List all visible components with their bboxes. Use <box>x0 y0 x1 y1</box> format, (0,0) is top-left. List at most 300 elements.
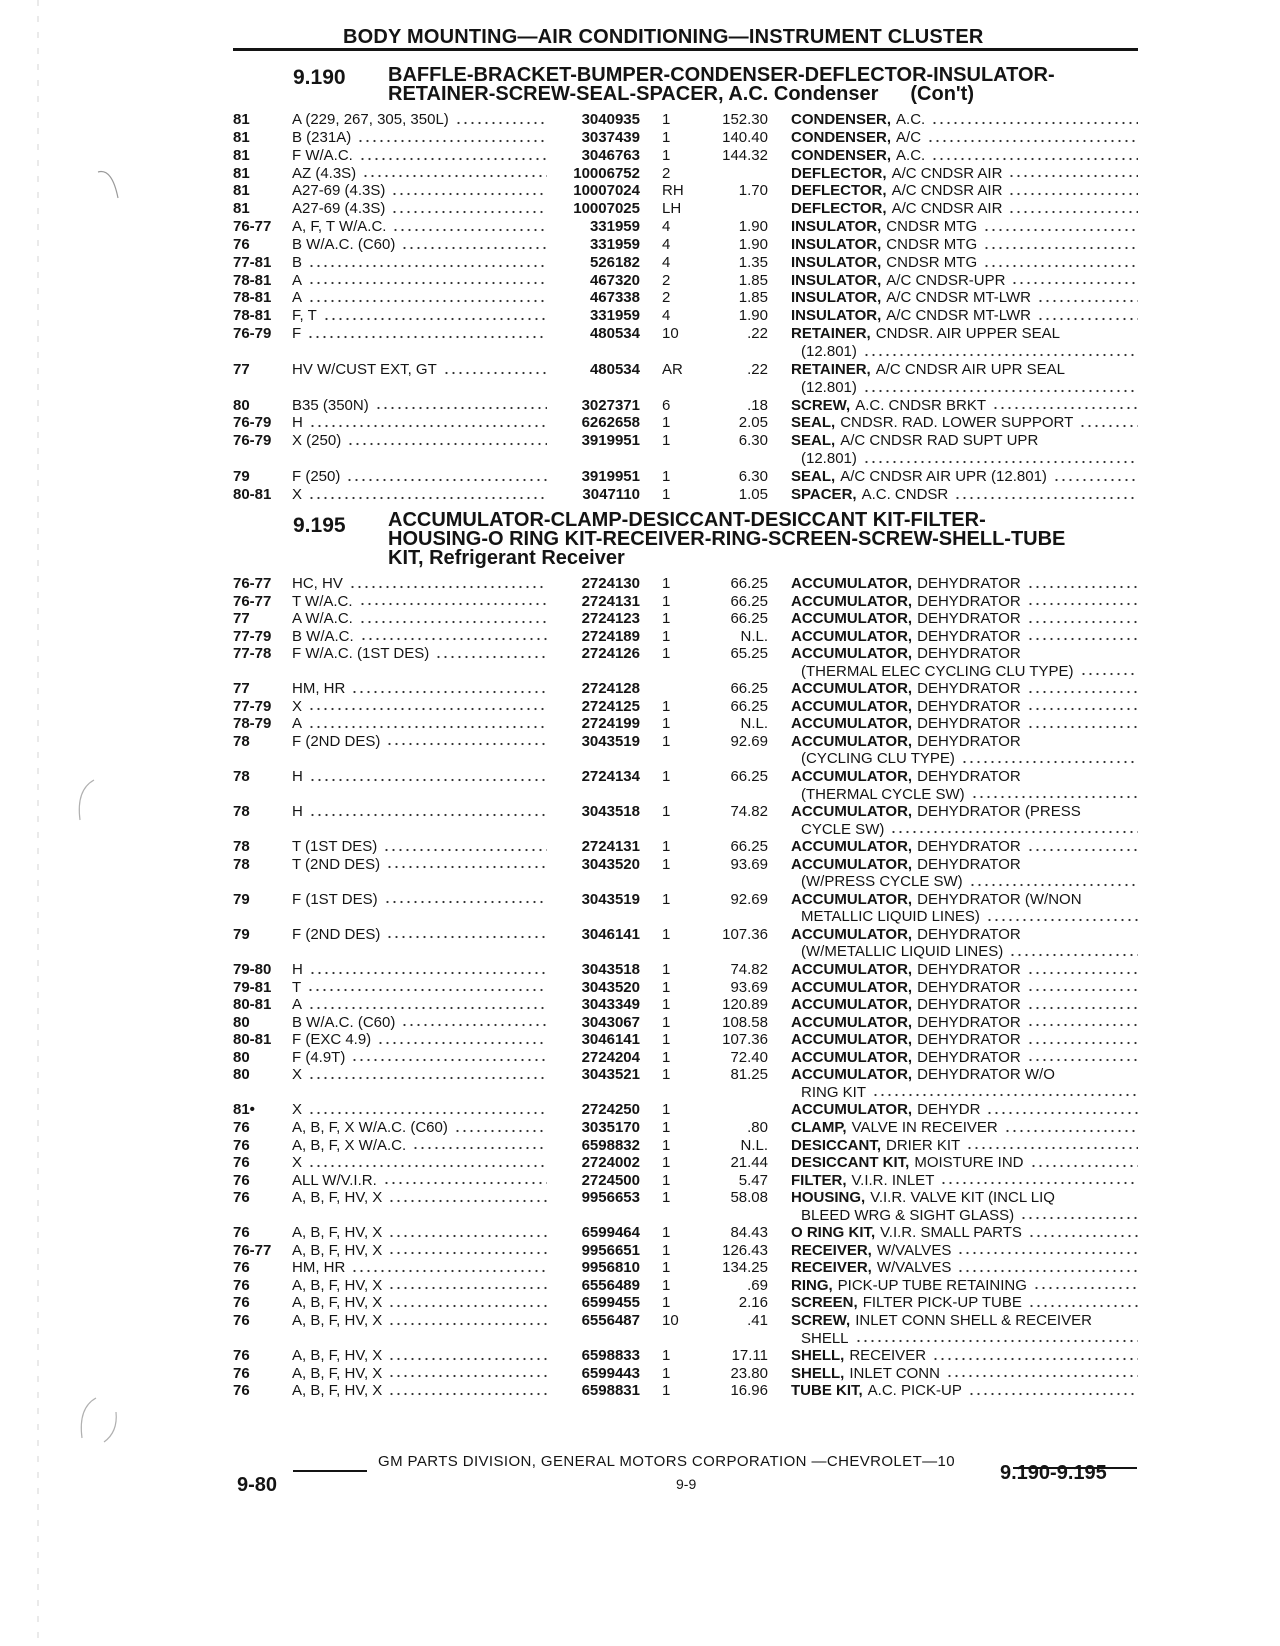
year-cell: 76 <box>233 1118 250 1136</box>
leader-dots <box>386 742 547 746</box>
row-line <box>0 289 1280 307</box>
part-number-cell: 6599464 <box>581 1224 640 1242</box>
description-cell <box>791 325 1138 343</box>
description-cell <box>791 1172 1138 1190</box>
description-name: ACCUMULATOR, <box>791 890 913 908</box>
description-name: INSULATOR, <box>791 307 882 325</box>
part-number-cell: 6598832 <box>581 1136 640 1154</box>
leader-dots <box>391 210 547 214</box>
description-detail: A/C CNDSR AIR UPR SEAL <box>875 360 1065 378</box>
model-cell <box>292 1224 547 1242</box>
leader-dots <box>384 900 547 904</box>
model-text: HC, HV <box>292 575 343 592</box>
year-cell: 80-81 <box>233 996 272 1014</box>
footer-date-code: 9-80 <box>237 1474 278 1496</box>
table-row <box>0 698 1280 716</box>
leader-dots <box>961 760 1138 764</box>
leader-dots <box>1028 1304 1138 1308</box>
row-line <box>0 1347 1280 1365</box>
price-cell: 66.25 <box>730 575 768 592</box>
row-continuation-line <box>0 873 1280 891</box>
description-continuation <box>801 1330 1138 1348</box>
quantity-cell: 4 <box>662 235 671 253</box>
description-name: ACCUMULATOR, <box>791 627 913 645</box>
model-cell <box>292 1347 547 1365</box>
model-cell <box>292 1014 547 1032</box>
quantity-cell: 1 <box>662 128 671 146</box>
quantity-cell: 1 <box>662 838 671 856</box>
model-cell <box>292 1172 547 1190</box>
year-cell: 80 <box>233 1013 250 1031</box>
description-name: HOUSING, <box>791 1189 866 1207</box>
quantity-cell: 1 <box>662 1189 671 1207</box>
leader-dots <box>1027 637 1138 641</box>
table-row <box>0 272 1280 290</box>
model-cell <box>292 289 547 307</box>
model-text: B W/A.C. <box>292 627 354 645</box>
part-number-cell: 2724002 <box>581 1154 640 1172</box>
description-detail: DRIER KIT <box>886 1136 961 1154</box>
description-detail: V.I.R. INLET <box>851 1171 935 1189</box>
year-cell: 78 <box>233 855 250 873</box>
model-text: A, B, F, X W/A.C. <box>292 1136 407 1154</box>
model-text: A, B, F, HV, X <box>292 1294 383 1312</box>
row-line <box>0 1049 1280 1067</box>
description-name: ACCUMULATOR, <box>791 855 913 873</box>
part-number-cell: 331959 <box>589 235 640 253</box>
year-cell: 80-81 <box>233 485 272 503</box>
row-line <box>0 856 1280 874</box>
leader-dots <box>351 1058 547 1062</box>
leader-dots <box>931 121 1138 125</box>
year-cell: 78 <box>233 732 250 750</box>
model-cell <box>292 129 547 147</box>
model-text: H <box>292 961 303 979</box>
year-cell: 76 <box>233 1224 250 1242</box>
description-name: ACCUMULATOR, <box>791 803 913 821</box>
row-line <box>0 768 1280 786</box>
description-continuation-text: METALLIC LIQUID LINES) <box>801 908 980 926</box>
year-cell: 77 <box>233 360 250 378</box>
description-cell <box>791 1137 1138 1155</box>
model-text: F (4.9T) <box>292 1048 346 1066</box>
description-detail: CNDSR. AIR UPPER SEAL <box>875 325 1060 343</box>
model-cell <box>292 575 547 593</box>
description-cell <box>791 628 1138 646</box>
description-detail: MOISTURE IND <box>914 1154 1024 1172</box>
part-number-cell: 3043521 <box>581 1066 640 1084</box>
description-detail: DEHYDRATOR <box>917 925 1021 943</box>
part-number-cell: 3043520 <box>581 978 640 996</box>
description-cell <box>791 645 1138 663</box>
description-name: ACCUMULATOR, <box>791 768 913 786</box>
description-name: ACCUMULATOR, <box>791 978 913 996</box>
description-name: CONDENSER, <box>791 111 892 128</box>
year-cell: 76-79 <box>233 325 272 343</box>
description-cell <box>791 414 1138 432</box>
quantity-cell: 10 <box>662 325 679 343</box>
part-number-cell: 3043519 <box>581 890 640 908</box>
leader-dots <box>375 406 547 410</box>
row-line <box>0 733 1280 751</box>
quantity-cell: 2 <box>662 164 671 182</box>
part-number-cell: 2724130 <box>581 575 640 592</box>
table-row <box>0 325 1280 361</box>
model-cell <box>292 698 547 716</box>
part-number-cell: 2724125 <box>581 697 640 715</box>
leader-dots <box>1028 1234 1138 1238</box>
price-cell: 66.25 <box>730 680 768 698</box>
leader-dots <box>308 264 547 268</box>
description-name: INSULATOR, <box>791 271 882 289</box>
table-row <box>0 733 1280 768</box>
description-continuation <box>801 379 1138 397</box>
section-title-line: ACCUMULATOR-CLAMP-DESICCANT-DESICCANT KIT-FILTER- <box>388 509 986 531</box>
leader-dots <box>1027 848 1138 852</box>
price-cell: 1.05 <box>738 485 768 503</box>
description-continuation-text: BLEED WRG & SIGHT GLASS) <box>801 1206 1015 1224</box>
table-row <box>0 111 1280 129</box>
year-cell: 76 <box>233 235 250 253</box>
row-continuation-line <box>0 786 1280 804</box>
price-cell: 1.85 <box>738 289 768 307</box>
year-cell: 80 <box>233 396 250 414</box>
table-row <box>0 1277 1280 1295</box>
year-cell: 81 <box>233 200 250 218</box>
model-text: T (1ST DES) <box>292 838 378 856</box>
description-cell <box>791 926 1138 944</box>
leader-dots <box>388 1357 547 1361</box>
price-cell: 93.69 <box>730 855 768 873</box>
model-cell <box>292 1066 547 1084</box>
year-cell: 76 <box>233 1259 250 1277</box>
quantity-cell: 1 <box>662 575 671 592</box>
row-line <box>0 628 1280 646</box>
description-cell <box>791 575 1138 593</box>
quantity-cell: 1 <box>662 111 671 128</box>
description-cell <box>791 680 1138 698</box>
table-row <box>0 218 1280 236</box>
model-cell <box>292 610 547 628</box>
description-detail: A.C. CNDSR <box>861 485 949 503</box>
leader-dots <box>986 918 1138 922</box>
description-cell <box>791 165 1138 183</box>
model-text: F (1ST DES) <box>292 890 378 908</box>
description-cell <box>791 733 1138 751</box>
year-cell: 78 <box>233 838 250 856</box>
model-text: A, B, F, HV, X <box>292 1276 383 1294</box>
model-text: A, F, T W/A.C. <box>292 218 387 236</box>
description-detail: A/C CNDSR MT-LWR <box>886 289 1032 307</box>
leader-dots <box>392 228 547 232</box>
price-cell: 66.25 <box>730 697 768 715</box>
price-cell: 1.85 <box>738 271 768 289</box>
year-cell: 76-77 <box>233 592 272 610</box>
description-name: SPACER, <box>791 485 857 503</box>
description-cell <box>791 961 1138 979</box>
description-cell <box>791 307 1138 325</box>
quantity-cell: 1 <box>662 1259 671 1277</box>
description-continuation-text: CYCLE SW) <box>801 820 885 838</box>
model-cell <box>292 1382 547 1400</box>
part-number-cell: 331959 <box>589 307 640 325</box>
price-cell: 92.69 <box>730 890 768 908</box>
table-row <box>0 996 1280 1014</box>
model-text: T (2ND DES) <box>292 855 381 873</box>
part-number-cell: 3027371 <box>581 396 640 414</box>
year-cell: 76-77 <box>233 575 272 592</box>
price-cell: 134.25 <box>722 1259 768 1277</box>
model-cell <box>292 645 547 663</box>
table-row <box>0 147 1280 165</box>
price-cell: 6.30 <box>738 432 768 450</box>
price-cell: 17.11 <box>731 1347 768 1365</box>
quantity-cell: 1 <box>662 1048 671 1066</box>
description-cell <box>791 218 1138 236</box>
section-title-suffix: (Con't) <box>910 83 974 105</box>
year-cell: 76 <box>233 1189 250 1207</box>
description-cell <box>791 486 1138 504</box>
row-line <box>0 891 1280 909</box>
description-continuation-text: (12.801) <box>801 450 857 468</box>
price-cell: 5.47 <box>738 1171 768 1189</box>
table-row <box>0 165 1280 183</box>
description-cell <box>791 1277 1138 1295</box>
description-detail: PICK-UP TUBE RETAINING <box>837 1276 1027 1294</box>
description-continuation-text: RING KIT <box>801 1083 867 1101</box>
year-cell: 79 <box>233 925 250 943</box>
leader-dots <box>388 1286 547 1290</box>
year-cell: 76 <box>233 1294 250 1312</box>
leader-dots <box>1027 1006 1138 1010</box>
leader-dots <box>1027 988 1138 992</box>
leader-dots <box>357 139 547 143</box>
quantity-cell: 1 <box>662 1276 671 1294</box>
price-cell: 93.69 <box>730 978 768 996</box>
description-detail: DEHYDRATOR <box>917 592 1021 610</box>
leader-dots <box>308 281 547 285</box>
leader-dots <box>1027 971 1138 975</box>
parts-table-9-195 <box>0 575 1280 1400</box>
row-line <box>0 272 1280 290</box>
year-cell: 77 <box>233 610 250 628</box>
leader-dots <box>1053 478 1138 482</box>
row-continuation-line <box>0 379 1280 397</box>
description-continuation <box>801 873 1138 891</box>
part-number-cell: 10007024 <box>573 182 640 200</box>
model-text: A <box>292 996 303 1014</box>
price-cell: 74.82 <box>730 803 768 821</box>
model-cell <box>292 593 547 611</box>
row-line <box>0 468 1280 486</box>
description-name: SCREW, <box>791 396 851 414</box>
description-cell <box>791 715 1138 733</box>
leader-dots <box>986 1111 1138 1115</box>
part-number-cell: 2724500 <box>581 1171 640 1189</box>
part-number-cell: 3046141 <box>581 1031 640 1049</box>
table-row <box>0 236 1280 254</box>
model-text: HM, HR <box>292 680 346 698</box>
quantity-cell: 1 <box>662 467 671 485</box>
model-cell <box>292 803 547 821</box>
table-row <box>0 979 1280 997</box>
description-continuation <box>801 1207 1138 1225</box>
quantity-cell: 4 <box>662 307 671 325</box>
model-text: A27-69 (4.3S) <box>292 200 386 218</box>
description-detail: CNDSR MTG <box>886 218 978 236</box>
description-detail: INLET CONN SHELL & RECEIVER <box>855 1311 1092 1329</box>
description-cell <box>791 236 1138 254</box>
table-row <box>0 838 1280 856</box>
price-cell: 140.40 <box>722 128 768 146</box>
table-row <box>0 129 1280 147</box>
model-text: A, B, F, X W/A.C. (C60) <box>292 1118 448 1136</box>
description-detail: DEHYDRATOR <box>917 1048 1021 1066</box>
quantity-cell: 1 <box>662 1364 671 1382</box>
description-continuation-text: SHELL <box>801 1329 849 1347</box>
description-detail: DEHYDRATOR (W/NON <box>917 890 1082 908</box>
model-cell <box>292 414 547 432</box>
part-number-cell: 467338 <box>589 289 640 307</box>
quantity-cell: 1 <box>662 1382 671 1400</box>
model-text: A (229, 267, 305, 350L) <box>292 111 449 128</box>
description-cell <box>791 1382 1138 1400</box>
row-line <box>0 1101 1280 1119</box>
quantity-cell: AR <box>662 360 683 378</box>
table-row <box>0 803 1280 838</box>
year-cell: 78 <box>233 768 250 786</box>
leader-dots <box>386 935 547 939</box>
model-text: ALL W/V.I.R. <box>292 1171 377 1189</box>
description-detail: VALVE IN RECEIVER <box>851 1118 998 1136</box>
description-cell <box>791 200 1138 218</box>
description-cell <box>791 996 1138 1014</box>
part-number-cell: 10007025 <box>573 200 640 218</box>
quantity-cell: 1 <box>662 627 671 645</box>
quantity-cell: 1 <box>662 732 671 750</box>
leader-dots <box>412 1146 547 1150</box>
model-text: F (EXC 4.9) <box>292 1031 372 1049</box>
description-detail: DEHYDRATOR <box>917 697 1021 715</box>
description-name: ACCUMULATOR, <box>791 1066 913 1084</box>
price-cell: 107.36 <box>722 925 768 943</box>
leader-dots <box>388 1199 547 1203</box>
description-name: INSULATOR, <box>791 218 882 236</box>
leader-dots <box>362 174 547 178</box>
leader-dots <box>1009 953 1138 957</box>
description-name: RING, <box>791 1276 833 1294</box>
quantity-cell: 1 <box>662 961 671 979</box>
description-cell <box>791 1049 1138 1067</box>
model-text: X (250) <box>292 432 342 450</box>
part-number-cell: 2724131 <box>581 592 640 610</box>
part-number-cell: 480534 <box>589 325 640 343</box>
table-row <box>0 1347 1280 1365</box>
quantity-cell: 1 <box>662 1294 671 1312</box>
model-cell <box>292 856 547 874</box>
model-text: X <box>292 485 303 503</box>
year-cell: 76-79 <box>233 414 272 432</box>
description-name: ACCUMULATOR, <box>791 961 913 979</box>
model-text: F <box>292 325 302 343</box>
footer-page-number: 9-9 <box>676 1476 697 1492</box>
leader-dots <box>1037 299 1138 303</box>
quantity-cell: 1 <box>662 1224 671 1242</box>
model-text: A <box>292 289 303 307</box>
table-row <box>0 200 1280 218</box>
table-row <box>0 486 1280 504</box>
part-number-cell: 6598831 <box>581 1382 640 1400</box>
description-name: RECEIVER, <box>791 1259 872 1277</box>
quantity-cell: 1 <box>662 1031 671 1049</box>
description-cell <box>791 1365 1138 1383</box>
description-cell <box>791 361 1138 379</box>
description-continuation <box>801 750 1138 768</box>
quantity-cell: 2 <box>662 289 671 307</box>
leader-dots <box>454 1129 547 1133</box>
row-line <box>0 182 1280 200</box>
description-detail: DEHYDRATOR W/O <box>917 1066 1055 1084</box>
year-cell: 76-77 <box>233 218 272 236</box>
model-text: T <box>292 978 302 996</box>
year-cell: 79-80 <box>233 961 272 979</box>
description-detail: DEHYDRATOR <box>917 1031 1021 1049</box>
section-title-line: KIT, Refrigerant Receiver <box>388 547 625 569</box>
table-row <box>0 1137 1280 1155</box>
year-cell: 77-79 <box>233 697 272 715</box>
price-cell: 1.90 <box>738 307 768 325</box>
table-row <box>0 1119 1280 1137</box>
leader-dots <box>308 1006 547 1010</box>
description-detail: DEHYDRATOR <box>917 627 1021 645</box>
leader-dots <box>401 1023 547 1027</box>
table-row <box>0 1224 1280 1242</box>
part-number-cell: 2724131 <box>581 838 640 856</box>
table-row <box>0 645 1280 680</box>
row-line <box>0 397 1280 415</box>
page-header-title: BODY MOUNTING—AIR CONDITIONING—INSTRUMENT CLUSTER <box>343 26 984 48</box>
leader-dots <box>946 1374 1138 1378</box>
model-text: X <box>292 1066 303 1084</box>
table-row <box>0 1031 1280 1049</box>
description-continuation <box>801 821 1138 839</box>
description-cell <box>791 182 1138 200</box>
description-cell <box>791 289 1138 307</box>
part-number-cell: 9956651 <box>581 1241 640 1259</box>
leader-dots <box>388 1251 547 1255</box>
model-text: F (250) <box>292 467 341 485</box>
model-cell <box>292 486 547 504</box>
description-detail: A/C CNDSR RAD SUPT UPR <box>840 432 1039 450</box>
description-name: ACCUMULATOR, <box>791 575 913 592</box>
description-detail: W/VALVES <box>876 1259 952 1277</box>
quantity-cell: RH <box>662 182 684 200</box>
description-cell <box>791 1259 1138 1277</box>
part-number-cell: 480534 <box>589 360 640 378</box>
price-cell: 66.25 <box>730 768 768 786</box>
description-cell <box>791 1154 1138 1172</box>
model-cell <box>292 961 547 979</box>
year-cell: 76-79 <box>233 432 272 450</box>
description-detail: DEHYDRATOR <box>917 1013 1021 1031</box>
leader-dots <box>351 1269 547 1273</box>
leader-dots <box>383 848 547 852</box>
leader-dots <box>351 690 547 694</box>
description-detail: W/VALVES <box>876 1241 952 1259</box>
description-name: ACCUMULATOR, <box>791 680 913 698</box>
model-cell <box>292 307 547 325</box>
price-cell: 66.25 <box>730 838 768 856</box>
